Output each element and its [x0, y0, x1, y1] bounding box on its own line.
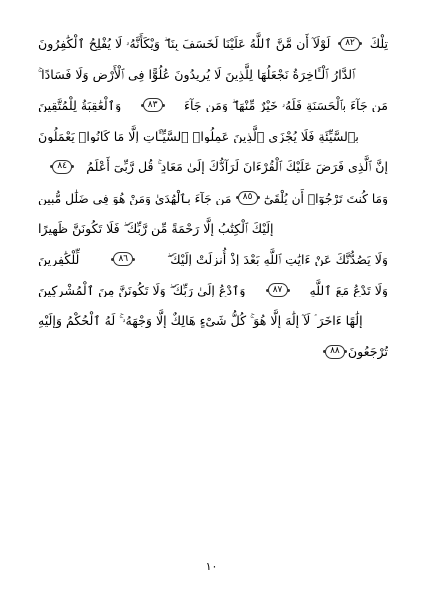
ayah-marker-82: ٨٢: [340, 37, 360, 51]
line-10-text: إِلَٰهًا ءَاخَرَ ۘ لَآ إِلَٰهَ إِلَّا هُوَ ۚ كُلُّ شَىْءٍ هَالِكٌ إِلَّا وَجْهَهُۥ ۚ لَهُ ٱلْحُكْمُ وَإِلَيْهِ: [38, 313, 363, 328]
line-5-text-b: إِنَّ ٱلَّذِى فَرَضَ عَلَيْكَ ٱلْقُرْءَانَ لَرَآدُّكَ إِلَىٰ مَعَادٍ ۚ قُل رَّبِّىٓ أَعْلَمُ: [86, 159, 388, 174]
ayah-marker-85: ٨٥: [238, 191, 258, 205]
text-line-4: [38, 112, 388, 143]
text-line-1: [38, 20, 388, 51]
line-3-text-a: وَٱلْعَٰقِبَةُ لِلْمُتَّقِينَ: [38, 97, 122, 113]
text-line-8: [38, 236, 388, 267]
text-line-3: [38, 82, 388, 113]
line-7-text: إِلَيْكَ ٱلْكِتَٰبُ إِلَّا رَحْمَةً مِّن رَّبِّكَ ۖ فَلَا تَكُونَنَّ ظَهِيرًا: [38, 220, 274, 236]
text-line-10: [38, 297, 388, 328]
line-9-text-b: وَلَا تَدْعُ مَعَ ٱللَّهِ: [309, 282, 388, 298]
line-1-text-a: لَوْلَآ أَن مَّنَّ ٱللَّهُ عَلَيْنَا لَخَسَفَ بِنَا ۖ وَيْكَأَنَّهُۥ لَا يُفْلِحُ ٱلْكَٰفِرُونَ: [38, 36, 331, 51]
ayah-marker-83: ٨٣: [143, 98, 163, 112]
line-6-text-b: وَمَا كُنتَ تَرْجُوٓا۟ أَن يُلْقَىٰٓ: [263, 191, 388, 205]
text-line-2: [38, 51, 388, 82]
text-line-5: [38, 143, 388, 174]
ayah-marker-88: ٨٨: [325, 345, 345, 359]
line-2-text: ٱلدَّارُ ٱلْـَٔاخِرَةُ نَجْعَلُهَا لِلَّذِينَ لَا يُرِيدُونَ عُلُوًّا فِى ٱلْأَرْضِ وَلَا فَسَادًا ۚ: [38, 67, 356, 82]
ayah-marker-84: ٨٤: [52, 160, 72, 174]
ayah-marker-86: ٨٦: [113, 252, 133, 266]
line-11-text: تُرْجَعُونَ: [347, 344, 388, 359]
verse-text-block: [38, 20, 388, 359]
line-6-text-a: مَن جَآءَ بِٱلْهُدَىٰ وَمَنْ هُوَ فِى ضَلَٰلٍ مُّبِينٍ: [38, 191, 232, 205]
line-4-text: بِٱلسَّيِّئَةِ فَلَا يُجْزَى ٱلَّذِينَ عَمِلُوا۟ ٱلسَّيِّـَٔاتِ إِلَّا مَا كَانُوا۟ يَعْمَلُونَ: [38, 128, 359, 144]
page-number: ١٠: [205, 560, 218, 573]
line-8-text-a: لِّلْكَٰفِرِينَ: [38, 251, 80, 267]
text-line-11: [38, 328, 388, 359]
text-line-6: [38, 174, 388, 205]
text-line-7: [38, 205, 388, 236]
ayah-marker-87: ٨٧: [268, 283, 288, 297]
line-3-text-b: مَن جَآءَ بِٱلْحَسَنَةِ فَلَهُۥ خَيْرٌ مِّنْهَا ۖ وَمَن جَآءَ: [184, 97, 388, 113]
line-8-text-b: وَلَا يَصُدُّنَّكَ عَنْ ءَايَٰتِ ٱللَّهِ بَعْدَ إِذْ أُنزِلَتْ إِلَيْكَ ۖ: [167, 251, 388, 267]
text-line-9: [38, 266, 388, 297]
line-9-text-a: وَٱدْعُ إِلَىٰ رَبِّكَ ۖ وَلَا تَكُونَنَّ مِنَ ٱلْمُشْرِكِينَ: [38, 282, 246, 298]
line-1-text-b: تِلْكَ: [369, 36, 388, 51]
